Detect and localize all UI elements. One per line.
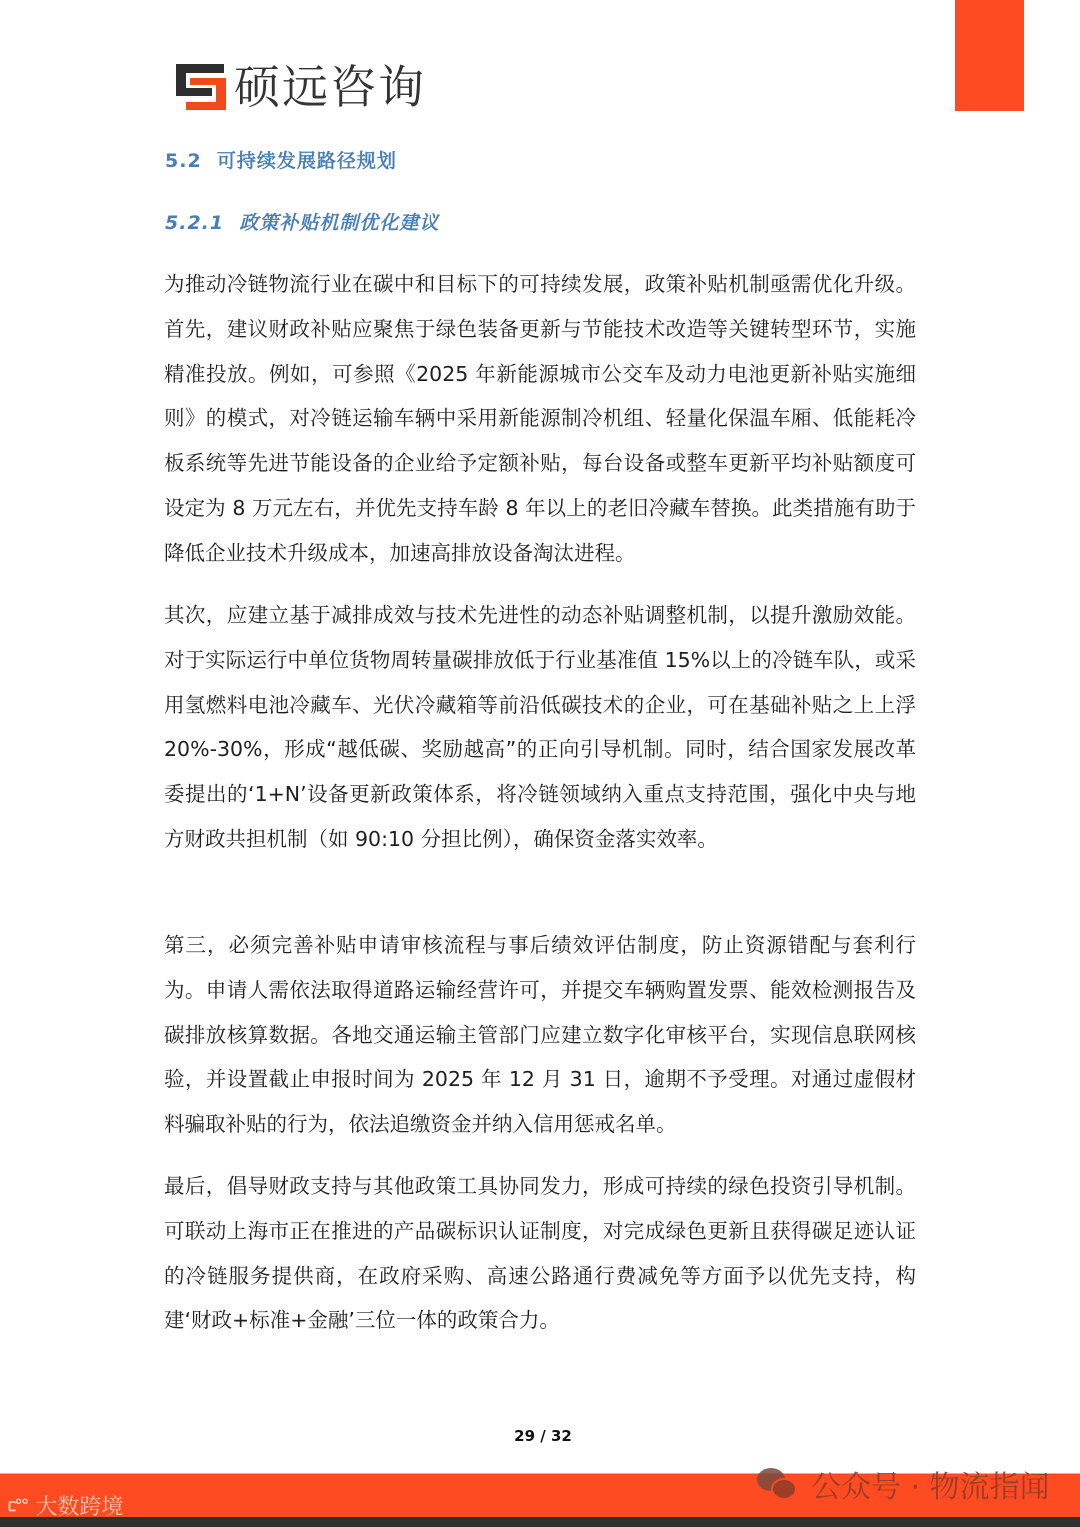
corner-accent-bar	[955, 0, 1024, 111]
watermark-left-text: 大数跨境	[35, 1495, 124, 1520]
s-monogram-logo-icon	[176, 64, 226, 110]
page-indicator: 29 / 32	[514, 1427, 572, 1445]
brand-logo	[176, 62, 426, 112]
body-paragraph: 最后，倡导财政支持与其他政策工具协同发力，形成可持续的绿色投资引导机制。可联动上海市正在推进的产品碳标识认证制度，对完成绿色更新且获得碳足迹认证的冷链服务提供商，在政府采购、高速公路通行费减免等方面予以优先支持，构建‘财政+标准+金融’三位一体的政策合力。	[164, 1174, 916, 1333]
wechat-icon	[757, 1466, 801, 1502]
section-heading: 5.2 可持续发展路径规划	[165, 150, 397, 172]
subsection-heading: 5.2.1 政策补贴机制优化建议	[165, 212, 440, 234]
footer-dark-strip	[0, 1517, 1080, 1527]
watermark-right	[757, 1462, 1050, 1506]
body-paragraph: 第三，必须完善补贴申请审核流程与事后绩效评估制度，防止资源错配与套利行为。申请人需依法取得道路运输经营许可，并提交车辆购置发票、能效检测报告及碳排放核算数据。各地交通运输主管部门应建立数字化审核平台，实现信息联网核验，并设置截止申报时间为 2025 年 12 月 31 日，逾期不予受理。对通过虚假材料骗取补贴的行为，依法追缴资金并纳入信用惩戒名单。	[164, 933, 916, 1137]
watermark-left	[8, 1490, 123, 1521]
body-paragraph: 为推动冷链物流行业在碳中和目标下的可持续发展，政策补贴机制亟需优化升级。首先，建议财政补贴应聚焦于绿色装备更新与节能技术改造等关键转型环节，实施精准投放。例如，可参照《2025 年新能源城市公交车及动力电池更新补贴实施细则》的模式，对冷链运输车辆中采用新能源制冷机组、轻量化保温车厢、低能耗冷板系统等先进节能设备的企业给予定额补贴，每台设备或整车更新平均补贴额度可设定为 8 万元左右，并优先支持车龄 8 年以上的老旧冷藏车替换。此类措施有助于降低企业技术升级成本，加速高排放设备淘汰进程。	[164, 272, 916, 565]
100-logo-icon: ᥴ°°	[8, 1495, 28, 1516]
brand-name: 硕远咨询	[234, 60, 426, 114]
body-paragraph: 其次，应建立基于减排成效与技术先进性的动态补贴调整机制，以提升激励效能。对于实际运行中单位货物周转量碳排放低于行业基准值 15%以上的冷链车队，或采用氢燃料电池冷藏车、光伏冷藏箱等前沿低碳技术的企业，可在基础补贴之上上浮 20%-30%，形成“越低碳、奖励越高”的正向引导机制。同时，结合国家发展改革委提出的‘1+N’设备更新政策体系，将冷链领域纳入重点支持范围，强化中央与地方财政共担机制（如 90:10 分担比例），确保资金落实效率。	[164, 603, 916, 851]
watermark-right-text: 公众号 · 物流指闻	[811, 1470, 1050, 1505]
